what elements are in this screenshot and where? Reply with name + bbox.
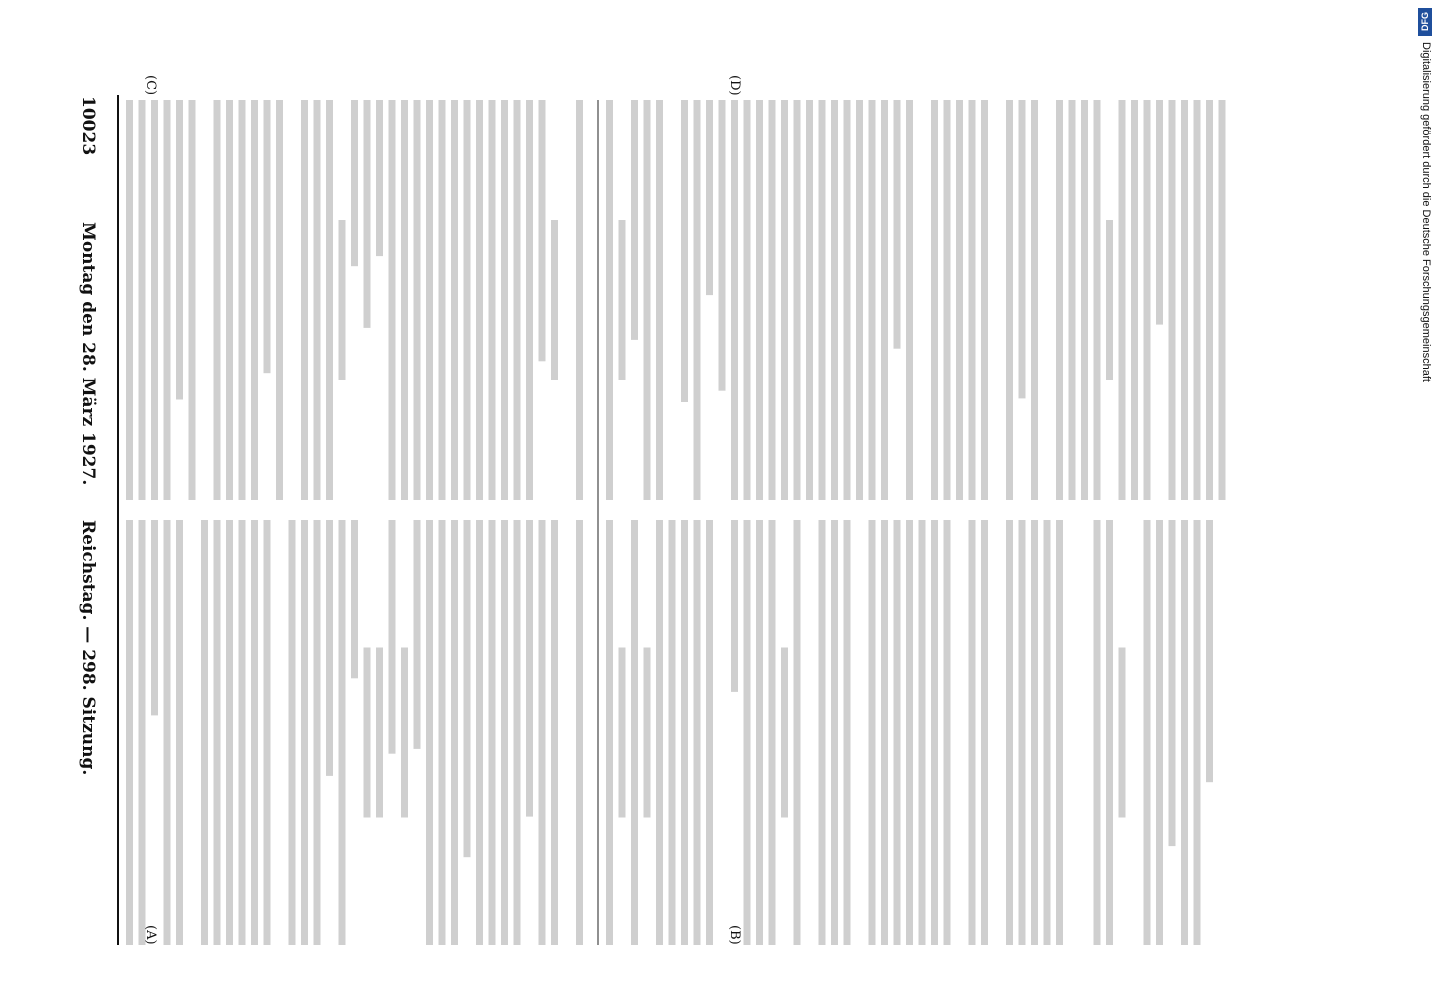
text-line (1094, 100, 1101, 500)
text-line (1006, 100, 1013, 500)
text-line (501, 100, 508, 500)
text-line (781, 648, 788, 818)
text-line (139, 100, 146, 500)
text-line (414, 520, 421, 749)
text-line (1181, 520, 1188, 945)
text-line (931, 100, 938, 500)
text-line (919, 520, 926, 945)
text-line (364, 100, 371, 328)
text-line (981, 100, 988, 500)
text-line (514, 520, 521, 945)
text-line (1194, 520, 1201, 945)
text-line (1219, 100, 1226, 500)
text-line (1006, 520, 1013, 945)
text-line (1031, 100, 1038, 500)
text-line (351, 100, 358, 266)
text-line (214, 100, 221, 500)
text-line (376, 100, 383, 256)
text-line (451, 100, 458, 500)
text-line (126, 520, 133, 945)
text-line (906, 100, 913, 500)
text-line (731, 100, 738, 500)
text-line (164, 100, 171, 500)
text-line (539, 100, 546, 361)
text-line (681, 100, 688, 402)
text-line (644, 100, 651, 500)
text-line (414, 100, 421, 500)
text-line (226, 520, 233, 945)
text-line (944, 520, 951, 945)
text-line (326, 520, 333, 776)
text-line (1081, 100, 1088, 500)
text-line (314, 100, 321, 500)
text-line (1119, 100, 1126, 500)
text-line (176, 520, 183, 945)
text-line (214, 520, 221, 945)
text-line (694, 100, 701, 500)
text-line (769, 100, 776, 500)
text-line (489, 520, 496, 945)
margin-marker-b: (B) (727, 925, 742, 945)
text-line (669, 520, 676, 945)
text-line (1056, 520, 1063, 945)
margin-marker-d: (D) (727, 75, 742, 96)
text-column-right (126, 100, 1226, 500)
text-line (1206, 520, 1213, 782)
text-line (606, 100, 613, 500)
text-line (476, 520, 483, 945)
text-line (189, 100, 196, 500)
text-line (1156, 100, 1163, 325)
text-line (706, 100, 713, 295)
text-line (389, 520, 396, 754)
dfg-logo: DFG (1418, 8, 1432, 36)
text-line (464, 100, 471, 500)
text-line (551, 220, 558, 380)
text-line (264, 520, 271, 945)
text-line (731, 520, 738, 692)
text-line (881, 520, 888, 945)
text-line (606, 520, 613, 945)
text-line (794, 100, 801, 500)
text-line (576, 100, 583, 500)
text-line (439, 520, 446, 945)
running-head-left: Reichstag. — 298. Sitzung. (78, 520, 98, 776)
text-line (756, 100, 763, 500)
text-line (1094, 520, 1101, 945)
text-line (1044, 520, 1051, 945)
text-line (176, 100, 183, 400)
text-line (401, 100, 408, 500)
text-line (389, 100, 396, 500)
text-line (151, 520, 158, 715)
text-line (264, 100, 271, 373)
text-line (489, 100, 496, 500)
text-line (781, 100, 788, 500)
text-line (1106, 520, 1113, 945)
text-line (426, 520, 433, 945)
text-line (1144, 100, 1151, 500)
text-line (239, 100, 246, 500)
margin-marker-c: (C) (143, 75, 158, 96)
text-line (1181, 100, 1188, 500)
text-line (969, 100, 976, 500)
text-line (239, 520, 246, 945)
text-line (756, 520, 763, 945)
text-line (1056, 100, 1063, 500)
text-line (1194, 100, 1201, 500)
text-line (339, 520, 346, 945)
text-line (619, 648, 626, 818)
text-line (314, 520, 321, 945)
text-line (226, 100, 233, 500)
text-line (719, 100, 726, 391)
text-line (201, 520, 208, 945)
text-line (894, 520, 901, 945)
text-line (894, 100, 901, 349)
text-line (1156, 520, 1163, 945)
margin-marker-a: (A) (143, 925, 158, 945)
text-column-left (126, 520, 1213, 945)
text-line (631, 100, 638, 340)
text-line (644, 648, 651, 818)
text-line (301, 100, 308, 500)
text-line (251, 100, 258, 500)
text-line (1144, 520, 1151, 945)
text-line (464, 520, 471, 857)
text-line (906, 520, 913, 945)
text-line (694, 520, 701, 945)
text-line (956, 100, 963, 500)
running-head-right: Montag den 28. März 1927. (78, 222, 98, 486)
text-line (1119, 648, 1126, 818)
text-line (326, 100, 333, 500)
digitization-credit: Digitalisierung gefördert durch die Deutsche Forschungsgemeinschaft (1420, 42, 1432, 382)
text-line (869, 520, 876, 945)
text-line (289, 520, 296, 945)
text-line (426, 100, 433, 500)
text-line (401, 648, 408, 818)
text-line (981, 520, 988, 945)
text-line (869, 100, 876, 500)
text-line (276, 100, 283, 500)
text-line (514, 100, 521, 500)
text-line (576, 520, 583, 945)
text-line (364, 648, 371, 818)
text-line (1069, 100, 1076, 500)
text-line (1169, 100, 1176, 500)
text-line (539, 520, 546, 945)
text-line (631, 520, 638, 945)
text-line (831, 520, 838, 945)
text-line (151, 100, 158, 500)
text-line (139, 520, 146, 945)
text-line (339, 220, 346, 380)
text-line (681, 520, 688, 945)
text-line (526, 100, 533, 500)
text-line (931, 520, 938, 945)
text-line (806, 100, 813, 500)
text-line (1106, 220, 1113, 380)
text-line (794, 520, 801, 945)
text-line (1131, 100, 1138, 500)
text-line (881, 100, 888, 500)
text-line (656, 520, 663, 945)
text-line (769, 520, 776, 945)
text-line (164, 520, 171, 945)
text-line (619, 220, 626, 380)
text-line (819, 520, 826, 945)
text-line (501, 520, 508, 945)
text-line (451, 520, 458, 945)
text-line (476, 100, 483, 500)
text-line (126, 100, 133, 500)
text-line (526, 520, 533, 817)
text-line (376, 648, 383, 818)
text-line (1019, 100, 1026, 398)
text-line (744, 520, 751, 945)
text-line (1031, 520, 1038, 945)
text-line (439, 100, 446, 500)
text-line (301, 520, 308, 945)
text-line (656, 100, 663, 500)
text-line (856, 100, 863, 500)
text-line (251, 520, 258, 945)
text-line (969, 520, 976, 945)
page-number: 10023 (78, 96, 98, 156)
text-line (706, 520, 713, 945)
text-line (1169, 520, 1176, 846)
text-line (744, 100, 751, 500)
text-line (1019, 520, 1026, 945)
text-line (351, 520, 358, 678)
text-line (844, 520, 851, 945)
text-line (1206, 100, 1213, 500)
text-line (844, 100, 851, 500)
text-line (819, 100, 826, 500)
text-line (944, 100, 951, 500)
text-line (831, 100, 838, 500)
text-line (551, 520, 558, 945)
